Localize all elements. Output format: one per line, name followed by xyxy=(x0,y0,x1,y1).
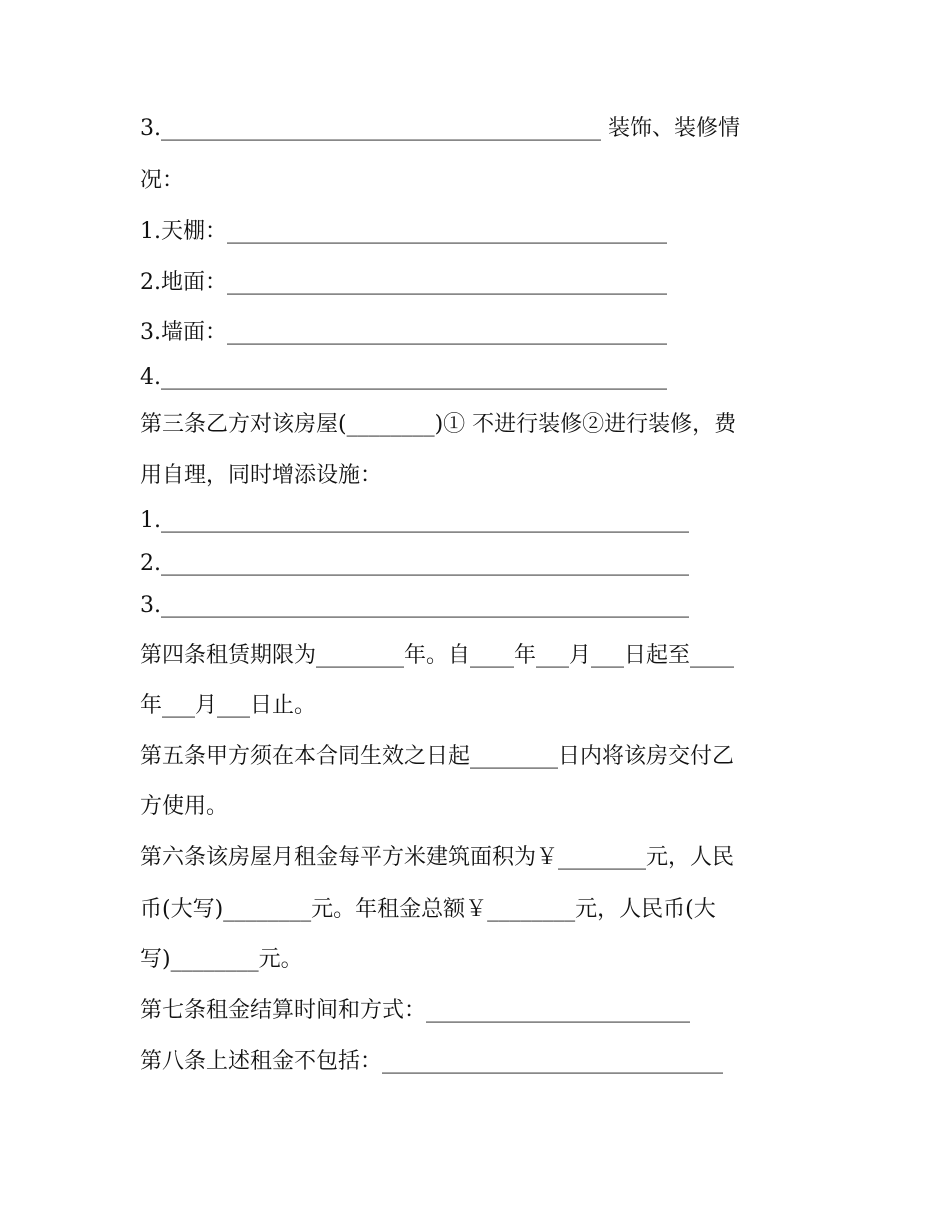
text-line-wall: 3.墙面：________________________________________ xyxy=(140,320,667,345)
text-line-facility-1: 1.________________________________________________ xyxy=(140,508,689,533)
text-line-article-5: 第五条甲方须在本合同生效之日起________日内将该房交付乙 xyxy=(140,744,735,769)
text-line-item-4: 4.______________________________________________ xyxy=(140,365,667,390)
text-line-article-6-cont: 币(大写)________元。年租金总额￥________元，人民币(大 xyxy=(140,897,716,922)
text-line-decoration-status: 3.________________________________________ 装饰、装修情 xyxy=(140,116,740,141)
text-line-article-6: 第六条该房屋月租金每平方米建筑面积为￥________元，人民 xyxy=(140,845,735,870)
text-line-article-7: 第七条租金结算时间和方式：________________________ xyxy=(140,998,691,1023)
text-line-floor: 2.地面：________________________________________ xyxy=(140,270,667,295)
text-line-article-3-cont: 用自理，同时增添设施： xyxy=(140,463,383,488)
text-line-ceiling: 1.天棚：________________________________________ xyxy=(140,219,667,244)
text-line-status-label: 况： xyxy=(140,168,185,193)
text-line-article-6-end: 写)________元。 xyxy=(140,947,303,972)
text-line-article-8: 第八条上述租金不包括：_______________________________ xyxy=(140,1049,724,1074)
text-line-article-4-cont: 年___月___日止。 xyxy=(140,693,317,718)
text-line-article-4: 第四条租赁期限为________年。自____年___月___日起至____ xyxy=(140,643,735,668)
text-line-facility-3: 3.________________________________________________ xyxy=(140,593,689,618)
text-line-article-3: 第三条乙方对该房屋(________)① 不进行装修②进行装修，费 xyxy=(140,412,737,437)
text-line-facility-2: 2.________________________________________________ xyxy=(140,551,689,576)
text-line-article-5-cont: 方使用。 xyxy=(140,794,229,819)
